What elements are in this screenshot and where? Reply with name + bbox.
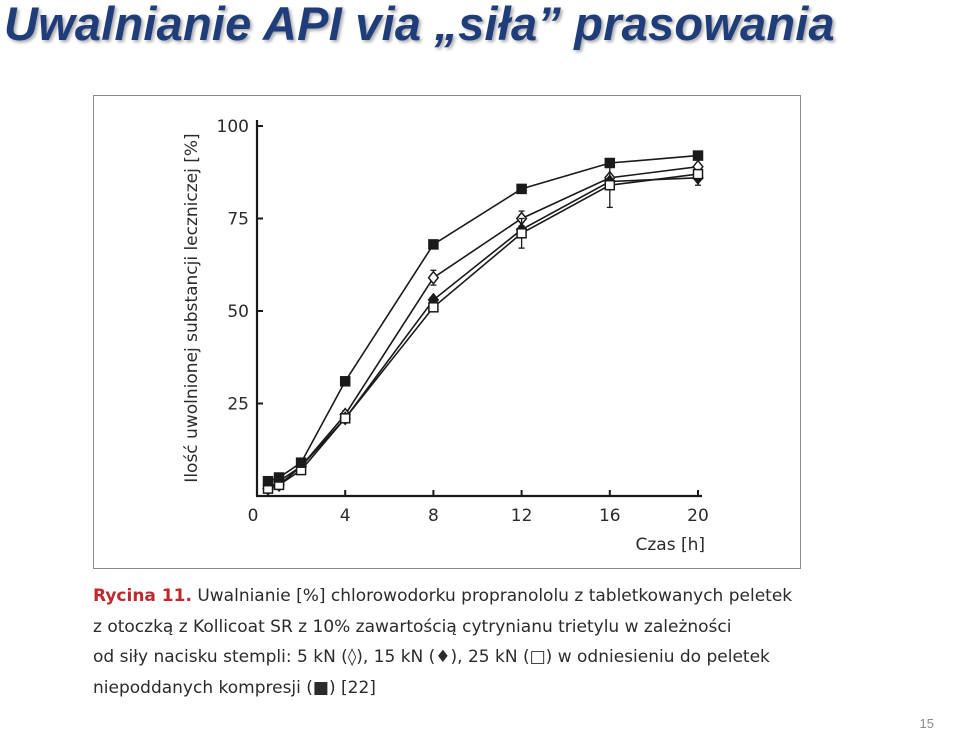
data-point (264, 477, 273, 486)
series-open-diamond (263, 161, 703, 495)
x-axis-label: Czas [h] (635, 535, 705, 555)
x-tick-label: 16 (598, 506, 621, 526)
x-tick-label: 8 (427, 506, 439, 526)
data-point (275, 473, 284, 482)
series-line (268, 174, 698, 489)
data-point (429, 240, 438, 249)
y-tick-label: 100 (216, 117, 249, 137)
figure-caption (93, 581, 813, 703)
x-tick-label: 12 (510, 506, 533, 526)
y-tick-label: 25 (227, 394, 249, 415)
data-point (605, 181, 614, 190)
caption-label: Rycina 11. (93, 586, 192, 606)
y-tick-label: 75 (227, 209, 249, 230)
series-line (268, 167, 698, 489)
caption-line-1 (93, 581, 813, 612)
data-point (429, 303, 438, 312)
data-point (297, 458, 306, 467)
data-point (341, 377, 350, 386)
caption-line-4: niepoddanych kompresji (■) [22] (93, 677, 376, 698)
page-number: 15 (919, 716, 934, 731)
data-point (517, 184, 526, 193)
data-point (341, 414, 350, 423)
caption-line-1-text: Uwalnianie [%] chlorowodorku propranololu z tabletkowanych peletek (191, 586, 793, 606)
x-tick-label: 0 (247, 506, 259, 526)
axes-layer (217, 117, 709, 526)
caption-line-2: z otoczką z Kollicoat SR z 10% zawartością cytrynianu trietylu w zależności (93, 616, 732, 637)
y-tick-label: 50 (227, 302, 249, 322)
data-point (694, 170, 703, 179)
series-layer (263, 151, 703, 495)
caption-line-3: od siły nacisku stempli: 5 kN (◊), 15 kN (♦), 25 kN (□) w odniesieniu do peletek (93, 647, 770, 667)
data-point (517, 229, 526, 238)
x-tick-label: 4 (339, 506, 351, 526)
data-point (694, 151, 703, 160)
y-axis-label: Ilość uwolnionej substancji leczniczej [%] (182, 133, 202, 483)
series-line (268, 178, 698, 489)
x-tick-label: 20 (687, 506, 709, 526)
slide-title: Uwalnianie API via „siła” prasowania (4, 0, 835, 50)
chart-frame (93, 95, 801, 569)
series-filled-diamond (263, 170, 703, 494)
release-chart (94, 96, 802, 570)
data-point (605, 159, 614, 168)
